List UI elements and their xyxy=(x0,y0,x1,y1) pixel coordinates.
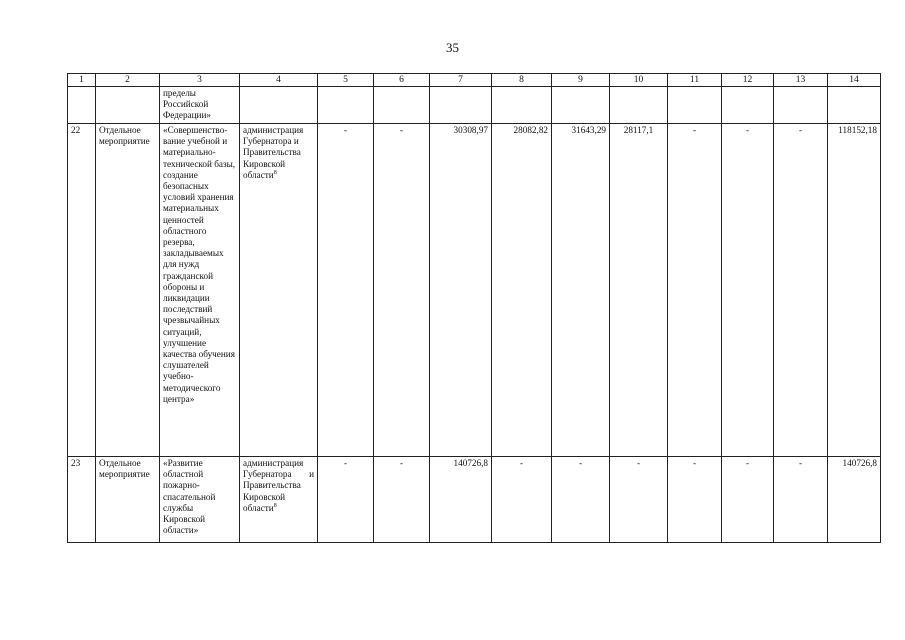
column-header: 5 xyxy=(318,74,374,87)
row-name: «Совершенство-вание учебной и материально-технической базы, создание безопасных условий хранения материальных ценностей областного резерва, закладываемых для нужд гражданской обороны и ликвидации последствий чрезвычайных ситуаций, улучшение качества обучения слушателей учебно-методического центра» xyxy=(160,124,240,457)
table-cell xyxy=(610,87,668,124)
column-header: 10 xyxy=(610,74,668,87)
footnote-mark: 8 xyxy=(273,502,277,509)
table-cell xyxy=(552,87,610,124)
value-cell: - xyxy=(774,124,828,457)
table-cell-name: пределы Российской Федерации» xyxy=(160,87,240,124)
table-row xyxy=(68,124,881,457)
value-cell: 31643,29 xyxy=(552,124,610,457)
column-header: 12 xyxy=(722,74,774,87)
value-cell: - xyxy=(774,457,828,543)
value-cell: - xyxy=(318,457,374,543)
table-cell xyxy=(492,87,552,124)
row-number: 23 xyxy=(68,457,96,543)
value-cell: - xyxy=(552,457,610,543)
row-name: «Развитие областной пожарно-спасательной службы Кировской области» xyxy=(160,457,240,543)
page-number: 35 xyxy=(446,40,459,55)
row-agency xyxy=(240,124,318,457)
total-cell: 140726,8 xyxy=(828,457,881,543)
header-row xyxy=(68,74,881,87)
value-cell: - xyxy=(722,457,774,543)
row-agency xyxy=(240,457,318,543)
column-header: 1 xyxy=(68,74,96,87)
budget-table xyxy=(67,73,881,543)
column-header: 7 xyxy=(430,74,492,87)
column-header: 11 xyxy=(668,74,722,87)
table-cell xyxy=(774,87,828,124)
column-header: 4 xyxy=(240,74,318,87)
row-type: Отдельное мероприятие xyxy=(96,124,160,457)
value-cell: - xyxy=(318,124,374,457)
column-header: 14 xyxy=(828,74,881,87)
column-header: 8 xyxy=(492,74,552,87)
value-cell: 30308,97 xyxy=(430,124,492,457)
row-number: 22 xyxy=(68,124,96,457)
column-header: 3 xyxy=(160,74,240,87)
agency-text: администрация Губернатора и Правительства Кировской области xyxy=(243,458,314,513)
column-header: 13 xyxy=(774,74,828,87)
footnote-mark: 8 xyxy=(273,169,277,176)
value-cell: - xyxy=(668,457,722,543)
value-cell: - xyxy=(610,457,668,543)
value-cell: - xyxy=(668,124,722,457)
table-cell xyxy=(722,87,774,124)
column-header: 2 xyxy=(96,74,160,87)
table-cell xyxy=(668,87,722,124)
table-cell xyxy=(430,87,492,124)
table-cell xyxy=(240,87,318,124)
value-cell: - xyxy=(722,124,774,457)
value-cell: 140726,8 xyxy=(430,457,492,543)
table-cell xyxy=(68,87,96,124)
value-cell: 28082,82 xyxy=(492,124,552,457)
value-cell: - xyxy=(374,124,430,457)
table-cell xyxy=(828,87,881,124)
row-type: Отдельное мероприятие xyxy=(96,457,160,543)
column-header: 6 xyxy=(374,74,430,87)
table-cell xyxy=(374,87,430,124)
value-cell: - xyxy=(492,457,552,543)
value-cell: - xyxy=(374,457,430,543)
table-row xyxy=(68,457,881,543)
continuation-row xyxy=(68,87,881,124)
table-cell xyxy=(96,87,160,124)
agency-text: администрация Губернатора и Правительства Кировской области xyxy=(243,125,304,180)
column-header: 9 xyxy=(552,74,610,87)
table-cell xyxy=(318,87,374,124)
value-cell: 28117,1 xyxy=(610,124,668,457)
total-cell: 118152,18 xyxy=(828,124,881,457)
